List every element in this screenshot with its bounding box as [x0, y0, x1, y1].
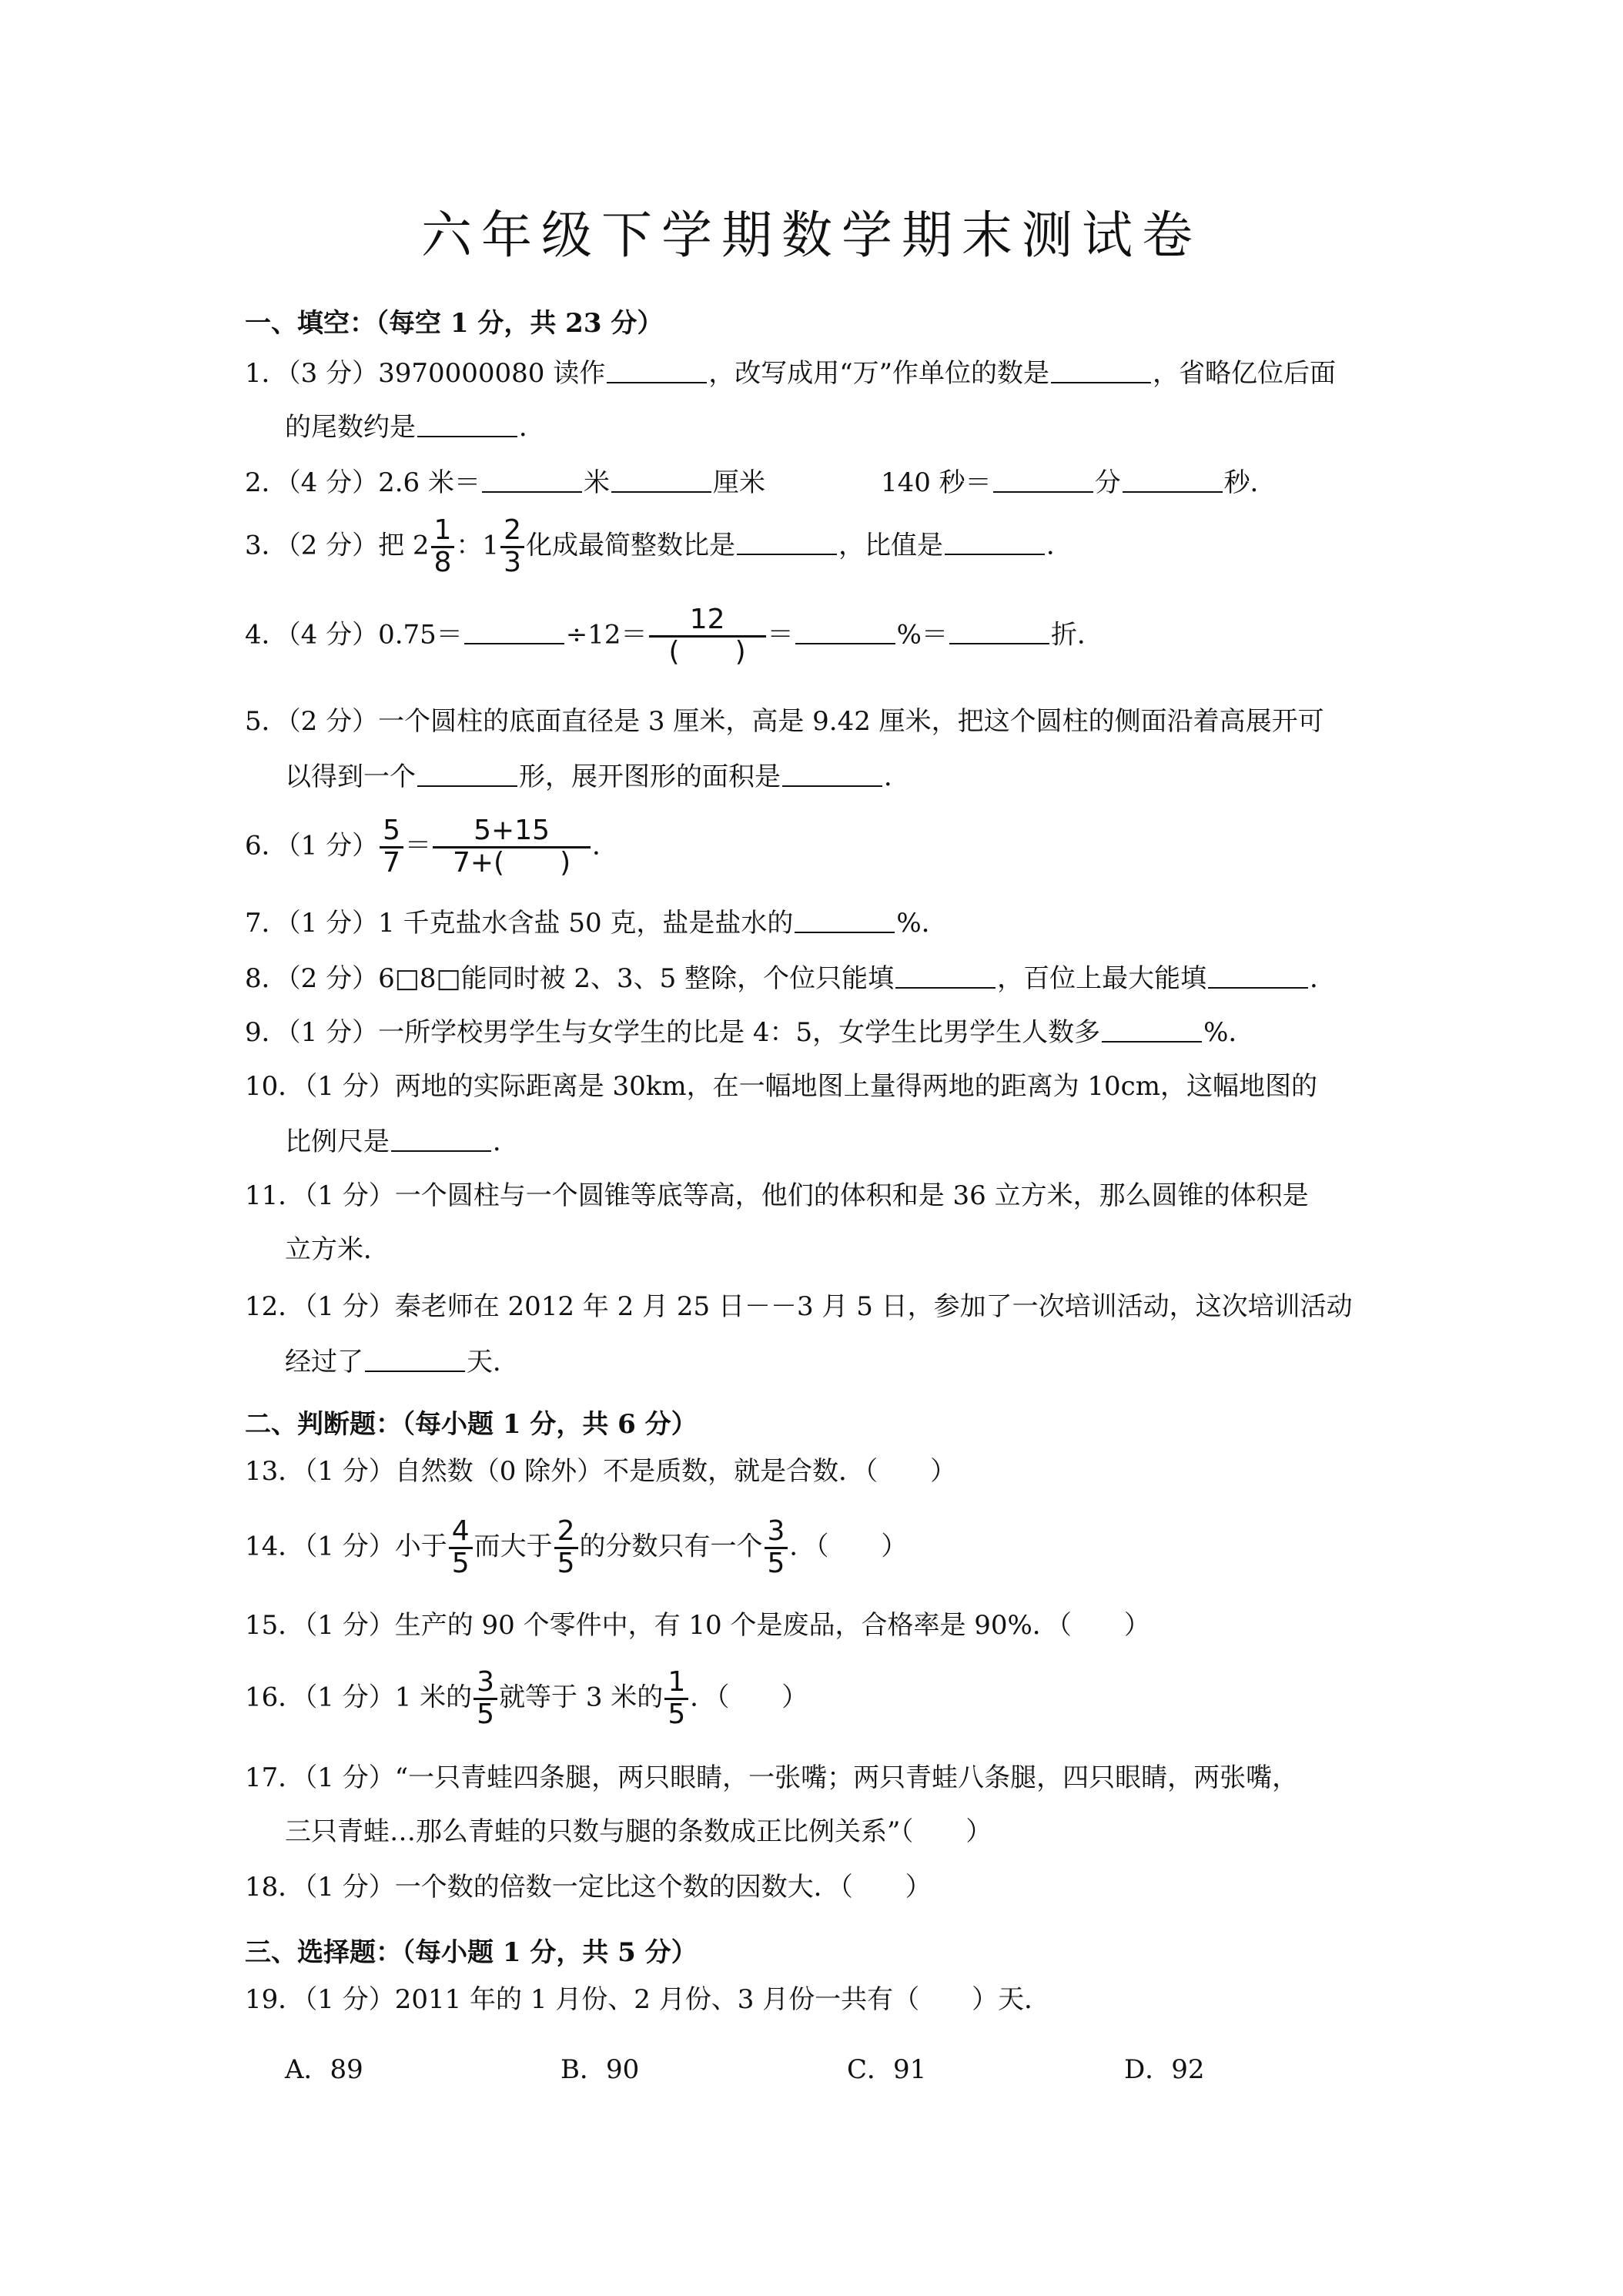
question-text: 7．（1 分）1 千克盐水含盐 50 克，盐是盐水的 — [245, 908, 794, 939]
question-text: 而大于 — [474, 1531, 553, 1562]
question-text: 就等于 3 米的 — [499, 1682, 664, 1713]
question-text: ． — [1310, 963, 1337, 994]
answer-blank[interactable] — [611, 468, 711, 493]
question-text: 8．（2 分）6□8□能同时被 2、3、5 整除，个位只能填 — [245, 963, 895, 994]
question-16 — [245, 1668, 808, 1730]
question-7 — [245, 908, 948, 939]
fraction: $\frac{2}{3}$ — [500, 516, 524, 578]
fraction: $\frac{2}{5}$ — [554, 1517, 578, 1579]
answer-blank[interactable] — [795, 909, 895, 933]
fraction: $\frac{1}{8}$ — [431, 516, 455, 578]
fraction: $\frac{3}{5}$ — [765, 1517, 788, 1579]
question-text: 秒． — [1223, 467, 1277, 498]
answer-blank[interactable] — [1208, 964, 1308, 989]
question-17-cont — [285, 1816, 992, 1847]
fraction: $\frac{5+15}{7+( )}$ — [433, 816, 591, 879]
question-text: 140 秒＝ — [880, 467, 992, 498]
answer-blank[interactable] — [464, 620, 564, 644]
answer-blank[interactable] — [417, 762, 517, 787]
question-text: ． — [1046, 530, 1073, 561]
answer-blank[interactable] — [1123, 468, 1223, 493]
question-text: ：1 — [456, 530, 500, 561]
fraction: $\frac{5}{7}$ — [380, 816, 403, 879]
question-12-cont — [285, 1347, 519, 1375]
question-text: %． — [1203, 1017, 1255, 1048]
question-5 — [245, 708, 1324, 735]
question-text: ÷12＝ — [565, 619, 648, 651]
question-text: ，比值是 — [838, 530, 943, 561]
question-text: 三只青蛙…那么青蛙的只数与腿的条数成正比例关系”（ ） — [285, 1816, 992, 1847]
option-b[interactable]: B．90 — [561, 2054, 640, 2085]
question-6 — [245, 816, 618, 879]
question-text: 19．（1 分）2011 年的 1 月份、2 月份、3 月份一共有（ ）天． — [245, 1984, 1051, 2015]
question-text: ． — [592, 830, 619, 862]
question-text: 以得到一个 — [285, 761, 416, 792]
question-4 — [245, 605, 1103, 668]
question-text: 厘米 — [712, 467, 765, 498]
question-text: 的分数只有一个 — [579, 1531, 763, 1562]
question-text: 经过了 — [285, 1347, 363, 1377]
question-text: 折． — [1050, 619, 1103, 651]
question-text: 13．（1 分）自然数（0 除外）不是质数，就是合数．（ ） — [245, 1456, 957, 1487]
question-13 — [245, 1456, 957, 1487]
question-text: 17．（1 分）“一只青蛙四条腿，两只眼睛，一张嘴；两只青蛙八条腿，四只眼睛，两张嘴， — [245, 1762, 1299, 1793]
question-text: 形，展开图形的面积是 — [519, 761, 781, 792]
question-text: ，改写成用“万”作单位的数是 — [708, 358, 1049, 389]
question-text: 天． — [467, 1347, 519, 1377]
question-text: ．（ ） — [690, 1682, 808, 1713]
question-text: 15．（1 分）生产的 90 个零件中，有 10 个是废品，合格率是 90%．（ ） — [245, 1610, 1150, 1641]
question-text: ＝ — [404, 830, 431, 862]
page-title: 六年级下学期数学期末测试卷 — [421, 206, 1202, 265]
question-text: 18．（1 分）一个数的倍数一定比这个数的因数大．（ ） — [245, 1872, 932, 1903]
question-text: 14．（1 分）小于 — [245, 1531, 447, 1562]
option-c[interactable]: C．91 — [847, 2054, 927, 2085]
question-text: 9．（1 分）一所学校男学生与女学生的比是 4：5，女学生比男学生人数多 — [245, 1017, 1101, 1048]
question-text: 4．（4 分）0.75＝ — [245, 619, 463, 651]
answer-blank[interactable] — [1102, 1018, 1202, 1043]
question-18 — [245, 1872, 932, 1903]
question-text: 化成最简整数比是 — [525, 530, 735, 561]
fraction: $\frac{12}{( )}$ — [649, 605, 766, 668]
question-1-cont — [285, 412, 545, 443]
answer-blank[interactable] — [482, 468, 582, 493]
answer-blank[interactable] — [391, 1127, 491, 1152]
question-text: %＝ — [896, 619, 948, 651]
question-text: 6．（1 分） — [245, 830, 379, 862]
answer-blank[interactable] — [737, 530, 837, 555]
question-text: 2．（4 分）2.6 米＝ — [245, 467, 480, 498]
answer-blank[interactable] — [895, 964, 996, 989]
question-text: 16．（1 分）1 米的 — [245, 1682, 473, 1713]
question-2 — [245, 468, 1277, 496]
question-text: 3．（2 分）把 2 — [245, 530, 430, 561]
answer-blank[interactable] — [949, 620, 1049, 644]
question-text: 1．（3 分）3970000080 读作 — [245, 358, 606, 389]
answer-blank[interactable] — [795, 620, 895, 644]
question-text: 10．（1 分）两地的实际距离是 30km，在一幅地图上量得两地的距离为 10cm，这幅地图的 — [245, 1071, 1317, 1102]
answer-blank[interactable] — [945, 530, 1045, 555]
question-10 — [245, 1071, 1317, 1102]
question-text: 11．（1 分）一个圆柱与一个圆锥等底等高，他们的体积和是 36 立方米，那么圆锥的体积是 — [245, 1180, 1309, 1211]
question-8 — [245, 964, 1336, 992]
question-text: ． — [884, 761, 910, 792]
question-19 — [245, 1986, 1050, 2013]
fraction: $\frac{1}{5}$ — [664, 1668, 688, 1730]
option-d[interactable]: D．92 — [1124, 2054, 1205, 2085]
question-text: 分 — [1094, 467, 1121, 498]
question-11-cont — [285, 1234, 390, 1265]
question-text: ． — [519, 412, 545, 443]
answer-blank[interactable] — [1051, 359, 1151, 383]
answer-blank[interactable] — [993, 468, 1093, 493]
fraction: $\frac{3}{5}$ — [474, 1668, 497, 1730]
question-text: 立方米． — [285, 1234, 390, 1265]
question-text: 的尾数约是 — [285, 412, 416, 443]
answer-blank[interactable] — [417, 413, 517, 437]
question-text: 米 — [583, 467, 610, 498]
question-15 — [245, 1610, 1150, 1641]
question-17 — [245, 1762, 1299, 1793]
section-fill-in: 一、填空：（每空 1 分，共 23 分） — [245, 308, 664, 339]
question-9 — [245, 1018, 1254, 1046]
question-text: %． — [896, 908, 948, 939]
answer-blank[interactable] — [365, 1347, 465, 1372]
question-text: ，省略亿位后面 — [1152, 358, 1336, 389]
question-12 — [245, 1291, 1353, 1322]
question-1 — [245, 359, 1336, 387]
question-text: ．（ ） — [789, 1531, 908, 1562]
question-text: ． — [493, 1126, 519, 1157]
question-11 — [245, 1180, 1309, 1211]
question-text: 12．（1 分）秦老师在 2012 年 2 月 25 日－－3 月 5 日，参加了一次培训活动，这次培训活动 — [245, 1291, 1353, 1322]
question-10-cont — [285, 1127, 519, 1155]
answer-blank[interactable] — [607, 359, 707, 383]
question-14 — [245, 1517, 907, 1579]
question-3 — [245, 516, 1073, 578]
question-text: 比例尺是 — [285, 1126, 390, 1157]
question-text: ＝ — [767, 619, 794, 651]
question-text: ，百位上最大能填 — [997, 963, 1207, 994]
answer-blank[interactable] — [782, 762, 882, 787]
fraction: $\frac{4}{5}$ — [449, 1517, 473, 1579]
question-text: 5．（2 分）一个圆柱的底面直径是 3 厘米，高是 9.42 厘米，把这个圆柱的侧面沿着高展开可 — [245, 706, 1324, 737]
option-a[interactable]: A．89 — [285, 2054, 363, 2085]
question-5-cont — [285, 762, 910, 790]
section-multiple-choice: 三、选择题：（每小题 1 分，共 5 分） — [245, 1937, 698, 1968]
section-true-false: 二、判断题：（每小题 1 分，共 6 分） — [245, 1409, 698, 1440]
